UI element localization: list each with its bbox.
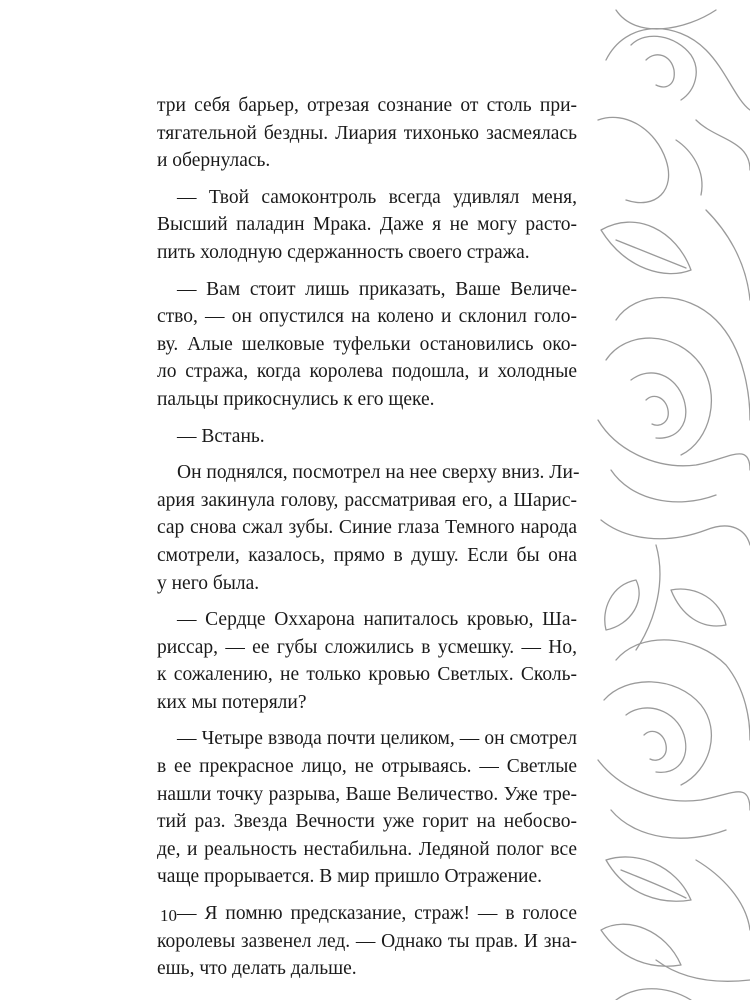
text-line: — Твой самоконтроль всегда удивлял меня, bbox=[177, 186, 577, 208]
text-line: сар снова сжал зубы. Синие глаза Темного народа bbox=[157, 517, 577, 539]
paragraph-3 bbox=[157, 276, 577, 414]
text-line: у него была. bbox=[157, 572, 260, 594]
text-line: к сожалению, не только кровью Светлых. Сколь- bbox=[157, 664, 577, 686]
paragraph-2 bbox=[157, 184, 577, 267]
paragraph-5 bbox=[157, 459, 580, 597]
text-line: смотрели, казалось, прямо в душу. Если бы она bbox=[157, 544, 577, 566]
text-line: — Я помню предсказание, страж! — в голосе bbox=[177, 903, 577, 925]
text-line: ария закинула голову, рассматривая его, а Шарис- bbox=[157, 489, 577, 511]
paragraph-4 bbox=[157, 423, 577, 451]
text-line: тягательной бездны. Лиария тихонько засмеялась bbox=[157, 122, 577, 144]
text-line: ких мы потеряли? bbox=[157, 691, 307, 713]
text-line: пальцы прикоснулись к его щеке. bbox=[157, 388, 435, 410]
text-line: — Встань. bbox=[177, 425, 265, 447]
text-line: Он поднялся, посмотрел на нее сверху вниз. Ли- bbox=[177, 462, 580, 484]
text-line: риссар, — ее губы сложились в усмешку. — Но, bbox=[157, 636, 577, 658]
text-line: — Четыре взвода почти целиком, — он смотрел bbox=[177, 728, 577, 750]
page-number: 10 bbox=[160, 906, 177, 925]
paragraph-8 bbox=[157, 900, 577, 983]
text-line: и обернулась. bbox=[157, 150, 271, 172]
text-line: ло стража, когда королева подошла, и холодные bbox=[157, 361, 577, 383]
text-line: ство, — он опустился на колено и склонил голо- bbox=[157, 306, 577, 328]
text-line: нашли точку разрыва, Ваше Величество. Уже тре- bbox=[157, 783, 577, 805]
body-text bbox=[157, 92, 580, 992]
text-line: в ее прекрасное лицо, не отрываясь. — Светлые bbox=[157, 756, 577, 778]
paragraph-7 bbox=[157, 725, 577, 891]
text-line: де, и реальность нестабильна. Ледяной полог все bbox=[157, 838, 577, 860]
paragraph-6 bbox=[157, 606, 577, 716]
paragraph-1 bbox=[157, 92, 577, 175]
floral-border-illustration bbox=[596, 0, 750, 1000]
text-line: тий раз. Звезда Вечности уже горит на небосво- bbox=[157, 811, 577, 833]
text-line: Высший паладин Мрака. Даже я не могу расто- bbox=[157, 214, 577, 236]
text-line: королевы зазвенел лед. — Однако ты прав. И зна- bbox=[157, 930, 577, 952]
text-line: чаще прорывается. В мир пришло Отражение. bbox=[157, 866, 542, 888]
text-line: ву. Алые шелковые туфельки остановились око- bbox=[157, 333, 577, 355]
text-line: ешь, что делать дальше. bbox=[157, 958, 357, 980]
text-line: пить холодную сдержанность своего стража. bbox=[157, 241, 530, 263]
text-line: — Сердце Оххарона напиталось кровью, Ша- bbox=[177, 609, 577, 631]
text-line: три себя барьер, отрезая сознание от столь при- bbox=[157, 95, 577, 116]
text-line: — Вам стоит лишь приказать, Ваше Величе- bbox=[177, 278, 577, 300]
